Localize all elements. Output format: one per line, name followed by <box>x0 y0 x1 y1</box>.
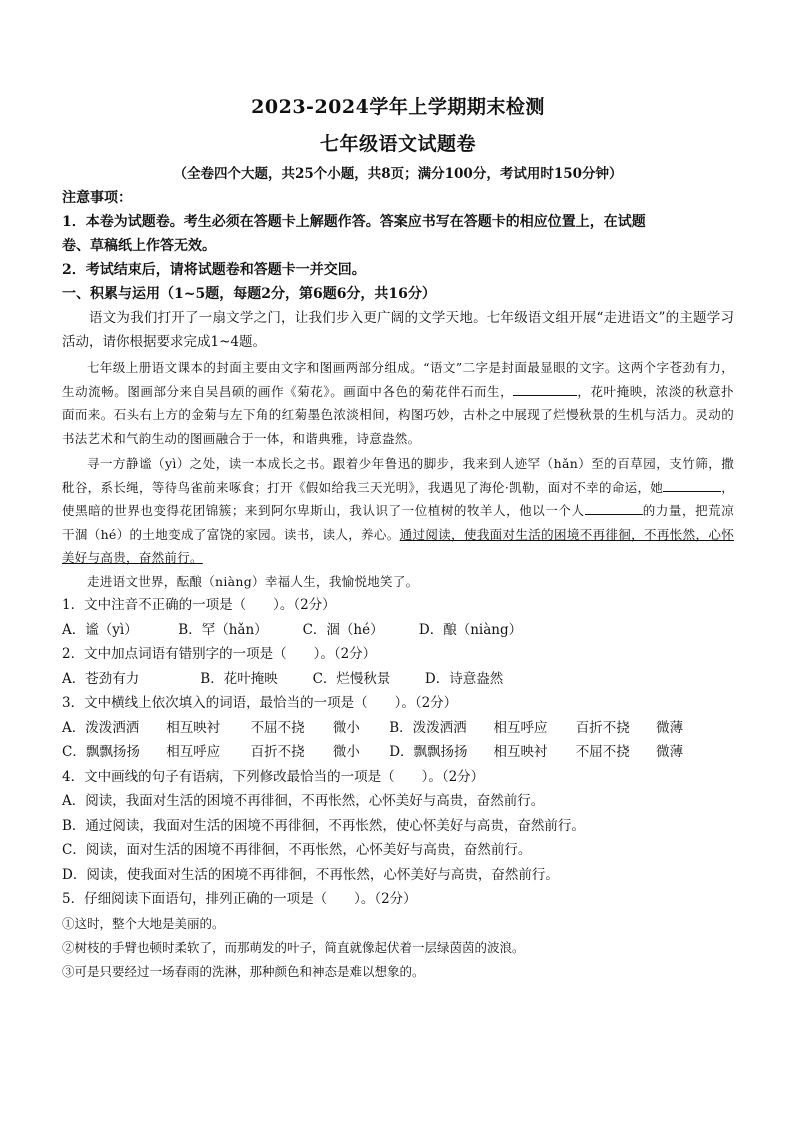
q3-option-c-word-1: C．飘飘扬扬 <box>62 744 140 760</box>
q3-option-b-word-3: 百折不挠 <box>575 719 630 736</box>
passage-p2-text-b: ，使黑暗的世界也变得花团锦簇；来到阿尔卑斯山，我认识了一位植树的牧羊人，他以一个人 <box>62 479 734 518</box>
section-1-intro: 语文为我们打开了一扇文学之门，让我们步入更广阔的文学天地。七年级语文组开展“走进语文”的主题学习活动，请你根据要求完成1~4题。 <box>62 310 734 350</box>
q3-option-a-word-2: 相互映衬 <box>166 719 221 736</box>
answer-blank-1 <box>513 381 577 396</box>
q3-option-c-word-2: 相互呼应 <box>166 744 221 760</box>
q1-option-b: B．罕（hǎn） <box>178 621 268 638</box>
q5-sentence-1: ①这时，整个大地是美丽的。 <box>62 915 225 931</box>
passage-p2-text-c: 的力量，把荒凉干涸（hé）的土地变成了富饶的家园。读书，读人，养心。 <box>62 503 734 542</box>
q3-option-d-word-3: 不屈不挠 <box>575 744 630 760</box>
question-3-stem: 3．文中横线上依次填入的词语，最恰当的一项是（ ）。（2分） <box>62 695 458 711</box>
notice-item-2: 2．考试结束后，请将试题卷和答题卡一并交回。 <box>62 262 366 278</box>
notice-item-1b: 卷、草稿纸上作答无效。 <box>62 238 216 254</box>
q3-option-b-word-4: 微薄 <box>656 719 684 736</box>
q2-option-b: B．花叶掩映 <box>200 670 278 687</box>
passage-p1-text-b: ，花叶掩映，浓淡的秋意扑面而来。石头右上方的金菊与左下角的红菊墨色浓淡相间，构图巧妙，古朴之中展现了烂慢秋景的生机与活力。灵动的书法艺术和气韵生动的图画融合于一体，和谐典雅，诗意盎然。 <box>62 383 734 446</box>
question-3-row-2 <box>62 740 734 765</box>
q3-option-a-word-4: 微小 <box>332 719 360 736</box>
q3-option-d-word-4: 微薄 <box>656 744 684 760</box>
section-1-heading: 一、积累与运用（1~5题，每题2分，第6题6分，共16分） <box>62 286 436 302</box>
q4-option-d: D．阅读，使我面对生活的困境不再徘徊，不再怅然，心怀美好与高贵，奋然前行。 <box>62 866 559 883</box>
notice-item-1a: 1．本卷为试题卷。考生必须在答题卡上解题作答。答案应书写在答题卡的相应位置上，在试题 <box>62 214 646 230</box>
q3-option-a-word-1: A．泼泼洒洒 <box>62 719 140 736</box>
notice-heading: 注意事项： <box>62 190 132 206</box>
q2-option-a: A．苍劲有力 <box>62 670 140 687</box>
exam-title: 2023-2024学年上学期期末检测 <box>251 96 545 118</box>
q1-option-a: A．谧（yì） <box>62 621 138 638</box>
passage-p2-text-a: 寻一方静谧（yì）之处，读一本成长之书。跟着少年鲁迅的脚步，我来到人迹罕（hǎn）至的百草园，支竹筛，撒秕谷，系长绳，等待鸟雀前来啄食；打开《假如给我三天光明》，我遇见了海伦·凯勒，面对不幸的命运，她 <box>62 456 734 495</box>
q3-option-b-word-2: 相互呼应 <box>493 719 548 736</box>
q3-option-d-word-2: 相互映衬 <box>493 744 548 760</box>
exam-info: （全卷四个大题，共25个小题，共8页；满分100分，考试用时150分钟） <box>173 166 623 182</box>
q2-option-c: C．烂慢秋景 <box>312 670 391 687</box>
question-5-stem: 5．仔细阅读下面语句，排列正确的一项是（ ）。（2分） <box>62 891 417 907</box>
q5-sentence-2: ②树枝的手臂也顿时柔软了，而那萌发的叶子，简直就像起伏着一层绿茵茵的波浪。 <box>62 939 525 955</box>
question-1-options <box>62 618 734 643</box>
exam-page <box>62 92 734 984</box>
exam-subtitle: 七年级语文试题卷 <box>319 133 476 155</box>
question-2-options <box>62 667 734 692</box>
answer-blank-3 <box>585 500 643 515</box>
passage-paragraph-2 <box>62 452 734 570</box>
q2-option-d: D．诗意盎然 <box>424 670 504 687</box>
underlined-sentence: 通过阅读，使我面对生活的困境不再徘徊，不再怅然，心怀美好与高贵，奋然前行。 <box>62 526 734 565</box>
q3-option-a-word-3: 不屈不挠 <box>250 719 305 736</box>
question-4-stem: 4．文中画线的句子有语病，下列修改最恰当的一项是（ ）。（2分） <box>62 768 485 785</box>
q4-option-b: B．通过阅读，我面对生活的困境不再徘徊，不再怅然，使心怀美好与高贵，奋然前行。 <box>62 817 585 834</box>
passage-paragraph-1 <box>62 356 734 450</box>
q5-sentence-3: ③可是只要经过一场春雨的洗淋，那种颜色和神态是难以想象的。 <box>62 963 425 979</box>
q3-option-c-word-3: 百折不挠 <box>250 744 305 760</box>
question-1-stem: 1．文中注音不正确的一项是（ ）。（2分） <box>62 597 336 613</box>
q4-option-a: A．阅读，我面对生活的困境不再徘徊，不再怅然，心怀美好与高贵，奋然前行。 <box>62 793 545 809</box>
passage-paragraph-3: 走进语文世界，酝酿（niàng）幸福人生，我愉悦地笑了。 <box>87 573 419 589</box>
answer-blank-2 <box>663 477 721 492</box>
q3-option-d-word-1: D．飘飘扬扬 <box>389 744 468 760</box>
question-3-row-1 <box>62 716 734 741</box>
q1-option-c: C．涸（hé） <box>302 621 384 638</box>
q4-option-c: C．阅读，面对生活的困境不再徘徊，不再怅然，心怀美好与高贵，奋然前行。 <box>62 842 532 858</box>
q3-option-c-word-4: 微小 <box>332 744 360 760</box>
question-2-stem: 2．文中加点词语有错别字的一项是（ ）。（2分） <box>62 646 377 662</box>
q3-option-b-word-1: B．泼泼洒洒 <box>389 719 467 736</box>
passage-p1-text-a: 七年级上册语文课本的封面主要由文字和图画两部分组成。“语文”二字是封面最显眼的文字。这两个字苍劲有力，生动流畅。图画部分来自吴昌硕的画作《菊花》。画面中各色的菊花伴石而生， <box>62 360 734 399</box>
q1-option-d: D．酿（niàng） <box>418 621 523 638</box>
